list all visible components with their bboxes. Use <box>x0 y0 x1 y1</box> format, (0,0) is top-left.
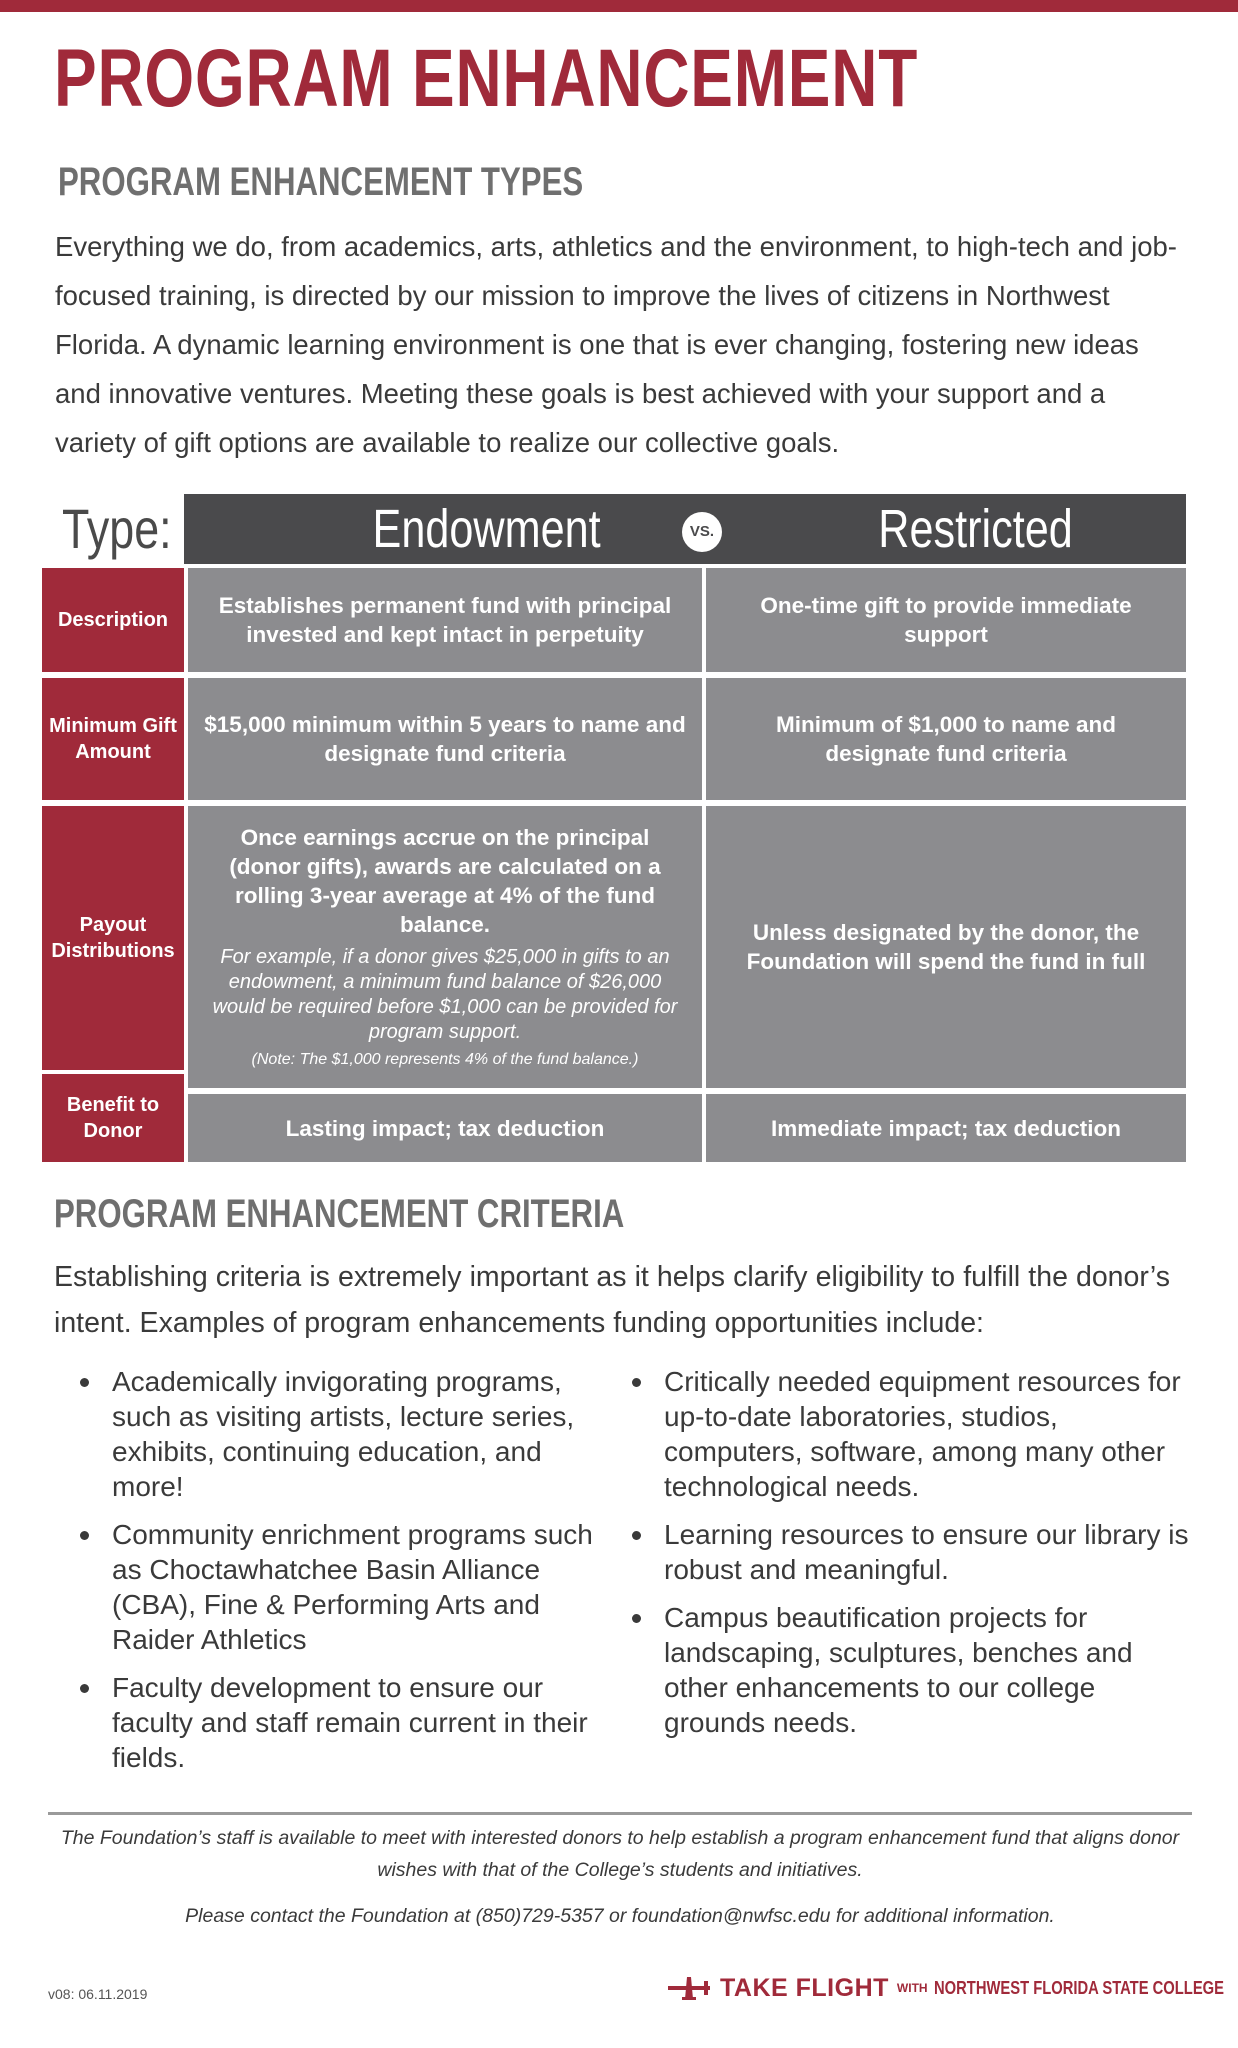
type-label: Type: <box>62 497 172 560</box>
cell-text: One-time gift to provide immediate support <box>760 593 1132 647</box>
list-item <box>632 1364 1192 1504</box>
cell-text: Immediate impact; tax deduction <box>770 1115 1122 1141</box>
list-item <box>80 1670 620 1775</box>
contact-line: Please contact the Foundation at (850)729-5357 or foundation@nwfsc.edu for additional information. <box>185 1905 1055 1927</box>
row-label-payout: Payout Distributions <box>42 806 184 1070</box>
types-paragraph: Everything we do, from academics, arts, athletics and the environment, to high-tech and job-focused training, is directed by our mission to improve the lives of citizens in Northwest Florida. A dynamic learning environment is one that is ever changing, fostering new ideas and innovative ventures. Meeting these goals is best achieved with your support and a variety of gift options are available to realize our collective goals. <box>55 231 1177 458</box>
brand-with: WITH <box>896 1981 928 1995</box>
bullet-icon <box>80 1531 89 1540</box>
row-label-minimum-gift: Minimum Gift Amount <box>42 678 184 800</box>
page-title: PROGRAM ENHANCEMENT <box>54 33 919 124</box>
cell-endowment-minimum <box>188 678 702 800</box>
staff-note: The Foundation’s staff is available to meet with interested donors to help establish a program enhancement fund that aligns donor wishes with that of the College’s students and initiatives. <box>60 1827 1180 1881</box>
footer-divider <box>48 1812 1192 1815</box>
bullet-list-right <box>632 1364 1192 1753</box>
endowment-header: Endowment <box>372 499 601 559</box>
bullet-icon <box>632 1531 641 1540</box>
cell-text: Lasting impact; tax deduction <box>285 1115 605 1141</box>
cell-text: $15,000 minimum within 5 years to name and designate fund criteria <box>204 712 686 766</box>
cell-text: Unless designated by the donor, the Foundation will spend the fund in full <box>746 920 1146 974</box>
list-item <box>80 1364 620 1504</box>
types-heading: PROGRAM ENHANCEMENT TYPES <box>58 160 584 204</box>
bullet-icon <box>80 1684 89 1693</box>
cell-text: Establishes permanent fund with principal invested and kept intact in perpetuity <box>218 593 672 647</box>
cell-text: Once earnings accrue on the principal (donor gifts), awards are calculated on a rolling 3-year average at 4% of the fund balance. <box>229 825 661 937</box>
row-label-benefit: Benefit to Donor <box>42 1074 184 1162</box>
list-item <box>80 1517 620 1657</box>
bullet-icon <box>80 1378 89 1387</box>
brand-logo <box>666 1970 1238 2006</box>
list-item-text: Campus beautification projects for landscaping, sculptures, benches and other enhancements to our college grounds needs. <box>664 1602 1133 1738</box>
bullet-icon <box>632 1614 641 1623</box>
payout-example: For example, if a donor gives $25,000 in gifts to an endowment, a minimum fund balance of $26,000 would be required before $1,000 can be provided for program support. <box>212 946 678 1043</box>
list-item-text: Learning resources to ensure our library is robust and meaningful. <box>664 1519 1189 1585</box>
list-item <box>632 1600 1192 1740</box>
list-item-text: Critically needed equipment resources for up-to-date laboratories, studios, computers, software, among many other technological needs. <box>664 1366 1181 1502</box>
top-accent-bar <box>0 0 1238 12</box>
cell-restricted-payout <box>706 806 1186 1088</box>
criteria-heading: PROGRAM ENHANCEMENT CRITERIA <box>54 1192 625 1236</box>
cell-endowment-benefit <box>188 1094 702 1162</box>
cell-endowment-description <box>188 568 702 672</box>
criteria-paragraph: Establishing criteria is extremely important as it helps clarify eligibility to fulfill the donor’s intent. Examples of program enhancements funding opportunities include: <box>54 1261 1170 1339</box>
cell-endowment-payout <box>188 806 702 1088</box>
cell-restricted-minimum <box>706 678 1186 800</box>
list-item-text: Community enrichment programs such as Choctawhatchee Basin Alliance (CBA), Fine & Performing Arts and Raider Athletics <box>112 1519 593 1655</box>
bullet-list-left <box>80 1364 620 1788</box>
list-item-text: Faculty development to ensure our faculty and staff remain current in their fields. <box>112 1672 588 1773</box>
row-label-description: Description <box>42 568 184 672</box>
list-item-text: Academically invigorating programs, such as visiting artists, lecture series, exhibits, continuing education, and more! <box>112 1366 575 1502</box>
brand-take-flight: TAKE FLIGHT <box>720 1973 889 2002</box>
cell-restricted-benefit <box>706 1094 1186 1162</box>
version-stamp: v08: 06.11.2019 <box>48 1986 148 2002</box>
list-item <box>632 1517 1192 1587</box>
airplane-icon <box>666 1973 712 2003</box>
cell-text: Minimum of $1,000 to name and designate fund criteria <box>775 712 1117 766</box>
vs-badge: VS. <box>682 512 722 552</box>
payout-note: (Note: The $1,000 represents 4% of the fund balance.) <box>251 1051 639 1068</box>
cell-restricted-description <box>706 568 1186 672</box>
restricted-header: Restricted <box>878 499 1073 559</box>
bullet-icon <box>632 1378 641 1387</box>
brand-college: NORTHWEST FLORIDA STATE COLLEGE <box>933 1977 1224 1998</box>
